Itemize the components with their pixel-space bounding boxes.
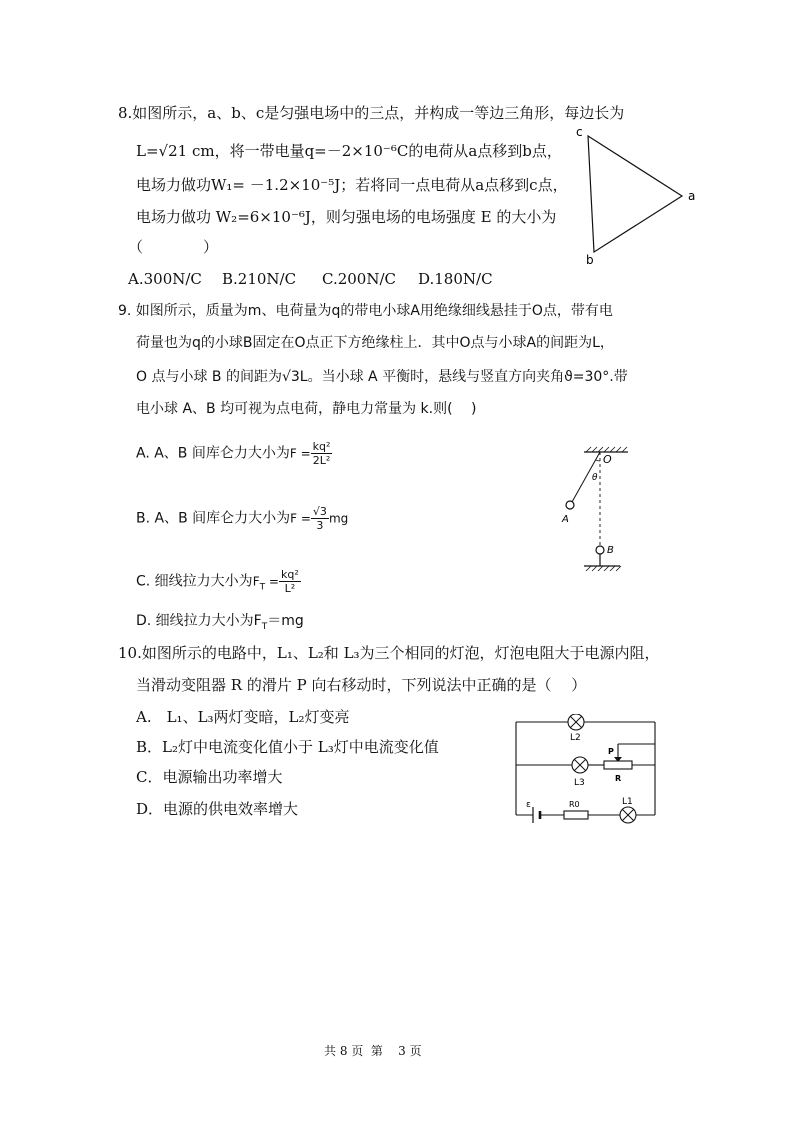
q9-option-d-text: D. 细线拉力大小为F [136,613,262,629]
base-hatch [586,566,621,571]
q9-option-c [136,568,301,598]
label-o: O [603,453,612,466]
q9-option-a-num: kq² [312,440,331,453]
q10-line-2: 当滑动变阻器 R 的滑片 P 向右移动时，下列说法中正确的是（ ） [136,676,587,694]
q8-option-d: D.180N/C [418,270,493,288]
label-l3: L3 [574,778,585,788]
label-b-ball: B [607,545,614,556]
q9-option-a-text: A. A、B 间库仑力大小为 [136,445,290,462]
q10-option-a: A. L₁、L₃两灯变暗，L₂灯变亮 [136,708,350,726]
q9-option-c-num: kq² [280,568,299,581]
q8-option-a: A.300N/C [128,270,202,288]
q8-options [128,268,493,290]
q9-option-c-den: L² [284,582,296,595]
label-emf: ε [526,800,531,810]
lamp-l3 [572,757,588,773]
q8-line-4: 电场力做功 W₂=6×10⁻⁶J，则匀强电场的电场强度 E 的大小为 [136,208,557,226]
q9-option-d-tail: ＝mg [267,613,304,629]
q8-line-1: 8.如图所示，a、b、c是匀强电场中的三点，并构成一等边三角形，每边长为 [118,104,625,122]
q8-option-c: C.200N/C [322,270,396,288]
q10-option-b: B．L₂灯中电流变化值小于 L₃灯中电流变化值 [136,738,439,756]
label-theta: θ [592,473,598,483]
q9-option-b-text: B. A、B 间库仑力大小为 [136,510,291,527]
q9-option-a-lhs: F = [289,446,311,461]
q9-option-c-lhs: F [252,574,260,589]
q10-option-c: C．电源输出功率增大 [136,768,283,786]
q9-pendulum-figure [550,440,640,580]
label-l1: L1 [622,797,633,807]
page-footer: 共 8 页 第 3 页 [324,1044,422,1058]
ceiling-hatch [586,447,627,452]
lamp-l2 [568,714,584,730]
q9-option-c-sub: T [259,582,266,593]
q9-option-a [136,440,332,467]
label-l2: L2 [570,733,581,743]
label-a-ball: A [562,514,569,525]
q9-option-b-tail: mg [328,511,349,526]
q9-option-d [136,610,304,638]
ball-a [566,501,574,509]
ball-b [596,546,604,554]
triangle-shape [588,136,682,252]
q10-option-d: D．电源的供电效率增大 [136,800,299,818]
resistor-r0 [564,811,588,819]
q8-triangle-figure [570,122,710,272]
q9-option-b-lhs: F = [290,511,311,526]
q9-option-b-den: 3 [316,519,324,532]
lamp-l1 [620,807,636,823]
q9-option-a-den: 2L² [312,454,331,467]
q8-line-3: 电场力做功W₁= －1.2×10⁻⁵J；若将同一点电荷从a点移到c点， [136,176,568,194]
angle-arc [596,460,600,461]
q9-option-c-eq: = [265,574,279,589]
q9-line-2: 荷量也为q的小球B固定在O点正下方绝缘柱上．其中O点与小球A的间距为L， [136,335,614,351]
q10-circuit-figure [508,714,660,824]
rheostat-r [604,761,632,769]
battery [533,807,540,823]
label-p: P [608,747,614,756]
q10-line-1: 10.如图所示的电路中，L₁、L₂和 L₃为三个相同的灯泡，灯泡电阻大于电源内阻， [118,644,660,662]
q9-option-b-num: √3 [312,505,327,518]
label-a: a [688,189,696,203]
label-c: c [576,125,583,139]
q8-option-b: B.210N/C [222,270,297,288]
label-r0: R0 [569,800,580,809]
q9-line-4: 电小球 A、B 均可视为点电荷，静电力常量为 k.则( ) [136,401,477,417]
q9-line-3: O 点与小球 B 的间距为√3L。当小球 A 平衡时，悬线与竖直方向夹角ϑ=30°.带 [136,369,628,385]
q9-option-b [136,505,348,532]
q9-option-d-sub: T [261,621,268,632]
label-b: b [586,253,594,267]
label-r: R [615,774,622,783]
q9-option-c-text: C. 细线拉力大小为 [136,573,253,590]
q8-line-5: （ ） [128,238,219,256]
q9-line-1: 9. 如图所示，质量为m、电荷量为q的带电小球A用绝缘细线悬挂于O点，带有电 [118,303,613,319]
q8-line-2: L=√21 cm，将一带电量q=－2×10⁻⁶C的电荷从a点移到b点， [136,142,562,160]
